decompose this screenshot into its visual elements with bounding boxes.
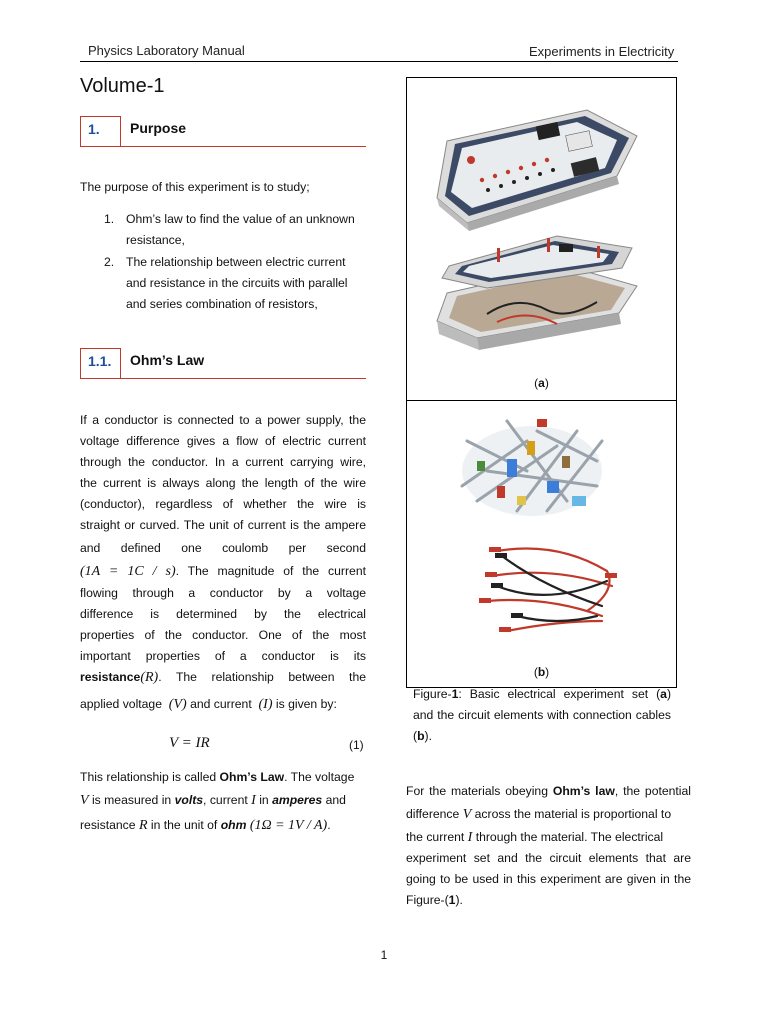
caption-letter: a bbox=[660, 687, 667, 701]
paragraph-line: important properties of a conductor is its bbox=[80, 649, 366, 663]
ohm-paragraph bbox=[80, 410, 366, 715]
paragraph-line bbox=[80, 767, 370, 788]
inline-text: This relationship is called bbox=[80, 770, 220, 784]
inline-text: is measured in bbox=[88, 793, 175, 807]
inline-text: . The voltage bbox=[284, 770, 355, 784]
inline-text: the current bbox=[406, 830, 468, 844]
list-text: The relationship between electric current and resistance in the circuits with parallel and series combination of resistors, bbox=[126, 255, 348, 311]
paragraph-line bbox=[80, 790, 370, 811]
right-paragraph bbox=[406, 781, 691, 911]
paragraph-line: difference is determined by the electrical bbox=[80, 607, 366, 621]
section-heading-ohms-law bbox=[80, 348, 366, 379]
inline-math: I bbox=[467, 830, 473, 845]
inline-math: V bbox=[80, 793, 89, 808]
inline-text: applied voltage bbox=[80, 697, 162, 711]
paragraph-line bbox=[80, 694, 366, 715]
header-right: Experiments in Electricity bbox=[529, 44, 675, 59]
paragraph-line bbox=[406, 827, 691, 848]
caption-text: ) and the circuit elements with connection cables ( bbox=[413, 687, 671, 743]
term-ohms-law: Ohm’s Law bbox=[219, 770, 285, 784]
paragraph-line: flowing through a conductor by a voltage bbox=[80, 586, 366, 600]
paragraph-line: (conductor), regardless of whether the wire is bbox=[80, 497, 366, 511]
paragraph-line: going to be used in this experiment are given in the bbox=[406, 872, 691, 886]
caption-figure-number: 1 bbox=[451, 687, 459, 701]
paragraph-line: experiment set and the circuit elements that are bbox=[406, 851, 691, 865]
term-resistance: resistance bbox=[80, 670, 141, 684]
list-number: 2. bbox=[104, 255, 115, 269]
inline-math: (R) bbox=[140, 670, 159, 685]
figure-caption bbox=[413, 684, 671, 747]
inline-text: ). bbox=[455, 893, 463, 907]
list-number: 1. bbox=[104, 212, 115, 226]
volume-title: Volume-1 bbox=[80, 75, 165, 97]
paragraph-line bbox=[406, 804, 691, 825]
figure-reference-number: 1 bbox=[448, 893, 456, 907]
label-letter: a bbox=[538, 376, 545, 390]
equation: V = IR bbox=[169, 735, 210, 751]
paragraph-line bbox=[80, 561, 366, 582]
caption-text: Figure- bbox=[413, 687, 452, 701]
inline-math: (V) bbox=[168, 697, 187, 712]
figure-panel-a bbox=[406, 77, 677, 401]
inline-text: across the material is proportional to bbox=[471, 807, 672, 821]
header-left: Physics Laboratory Manual bbox=[88, 43, 245, 58]
caption-text: ). bbox=[424, 729, 432, 743]
ohm-law-paragraph bbox=[80, 767, 370, 836]
equation-number: (1) bbox=[349, 738, 364, 752]
inline-text: through the material. The electrical bbox=[472, 830, 664, 844]
experiment-set-image bbox=[407, 78, 676, 368]
inline-text: , current bbox=[203, 793, 252, 807]
list-text: Ohm’s law to find the value of an unknown resistance, bbox=[126, 212, 355, 247]
inline-text: in bbox=[255, 793, 273, 807]
inline-text: Figure-( bbox=[406, 893, 449, 907]
header-rule bbox=[80, 61, 678, 62]
inline-text: , the potential bbox=[614, 784, 691, 798]
section-title: Purpose bbox=[130, 120, 187, 136]
paragraph-line: and defined one coulomb per second bbox=[80, 541, 366, 555]
paragraph-line bbox=[406, 781, 691, 802]
inline-text: in the unit of bbox=[147, 818, 221, 832]
purpose-intro: The purpose of this experiment is to study; bbox=[80, 180, 310, 194]
term-amperes: amperes bbox=[272, 793, 323, 807]
inline-text: . The magnitude of the current bbox=[175, 564, 366, 578]
section-title: Ohm’s Law bbox=[130, 352, 205, 368]
caption-letter: b bbox=[417, 729, 425, 743]
inline-math: (1A = 1C / s) bbox=[80, 564, 176, 579]
caption-text: : Basic electrical experiment set ( bbox=[458, 687, 661, 701]
paragraph-line: voltage difference gives a flow of electric current bbox=[80, 434, 366, 448]
inline-text: . bbox=[327, 818, 331, 832]
figure-label-b: (b) bbox=[533, 665, 550, 679]
paragraph-line bbox=[80, 667, 366, 688]
paragraph-line: the current is always along the length of the wire bbox=[80, 476, 366, 490]
inline-text: difference bbox=[406, 807, 463, 821]
inline-math: I bbox=[251, 793, 256, 808]
paragraph-line: straight or curved. The unit of current is the ampere bbox=[80, 518, 366, 532]
paragraph-line bbox=[80, 815, 370, 836]
paragraph-line: If a conductor is connected to a power supply, the bbox=[80, 413, 366, 427]
inline-math: (1Ω = 1V / A) bbox=[249, 818, 328, 833]
inline-text: and bbox=[322, 793, 346, 807]
inline-text: resistance bbox=[80, 818, 139, 832]
term-ohms-law: Ohm’s law bbox=[552, 784, 615, 798]
label-letter: b bbox=[537, 665, 546, 679]
paragraph-line: properties of the conductor. One of the most bbox=[80, 628, 366, 642]
paragraph-line: through the conductor. In a current carrying wire, bbox=[80, 455, 366, 469]
inline-math: (I) bbox=[258, 697, 273, 712]
paragraph-line bbox=[406, 890, 691, 911]
circuit-elements-image bbox=[407, 401, 676, 656]
section-number: 1.1. bbox=[80, 348, 121, 378]
inline-math: R bbox=[138, 818, 148, 833]
inline-math: V bbox=[462, 807, 472, 822]
figure-panel-b bbox=[406, 400, 677, 688]
section-number: 1. bbox=[80, 116, 121, 146]
inline-text: . The relationship between the bbox=[158, 670, 366, 684]
inline-text: and current bbox=[190, 697, 252, 711]
section-heading-purpose bbox=[80, 116, 366, 147]
term-ohm: ohm bbox=[220, 818, 247, 832]
page-number: 1 bbox=[380, 948, 388, 962]
inline-text: is given by: bbox=[275, 697, 337, 711]
inline-text: For the materials obeying bbox=[406, 784, 553, 798]
term-volts: volts bbox=[174, 793, 204, 807]
figure-label-a: (a) bbox=[534, 376, 549, 390]
